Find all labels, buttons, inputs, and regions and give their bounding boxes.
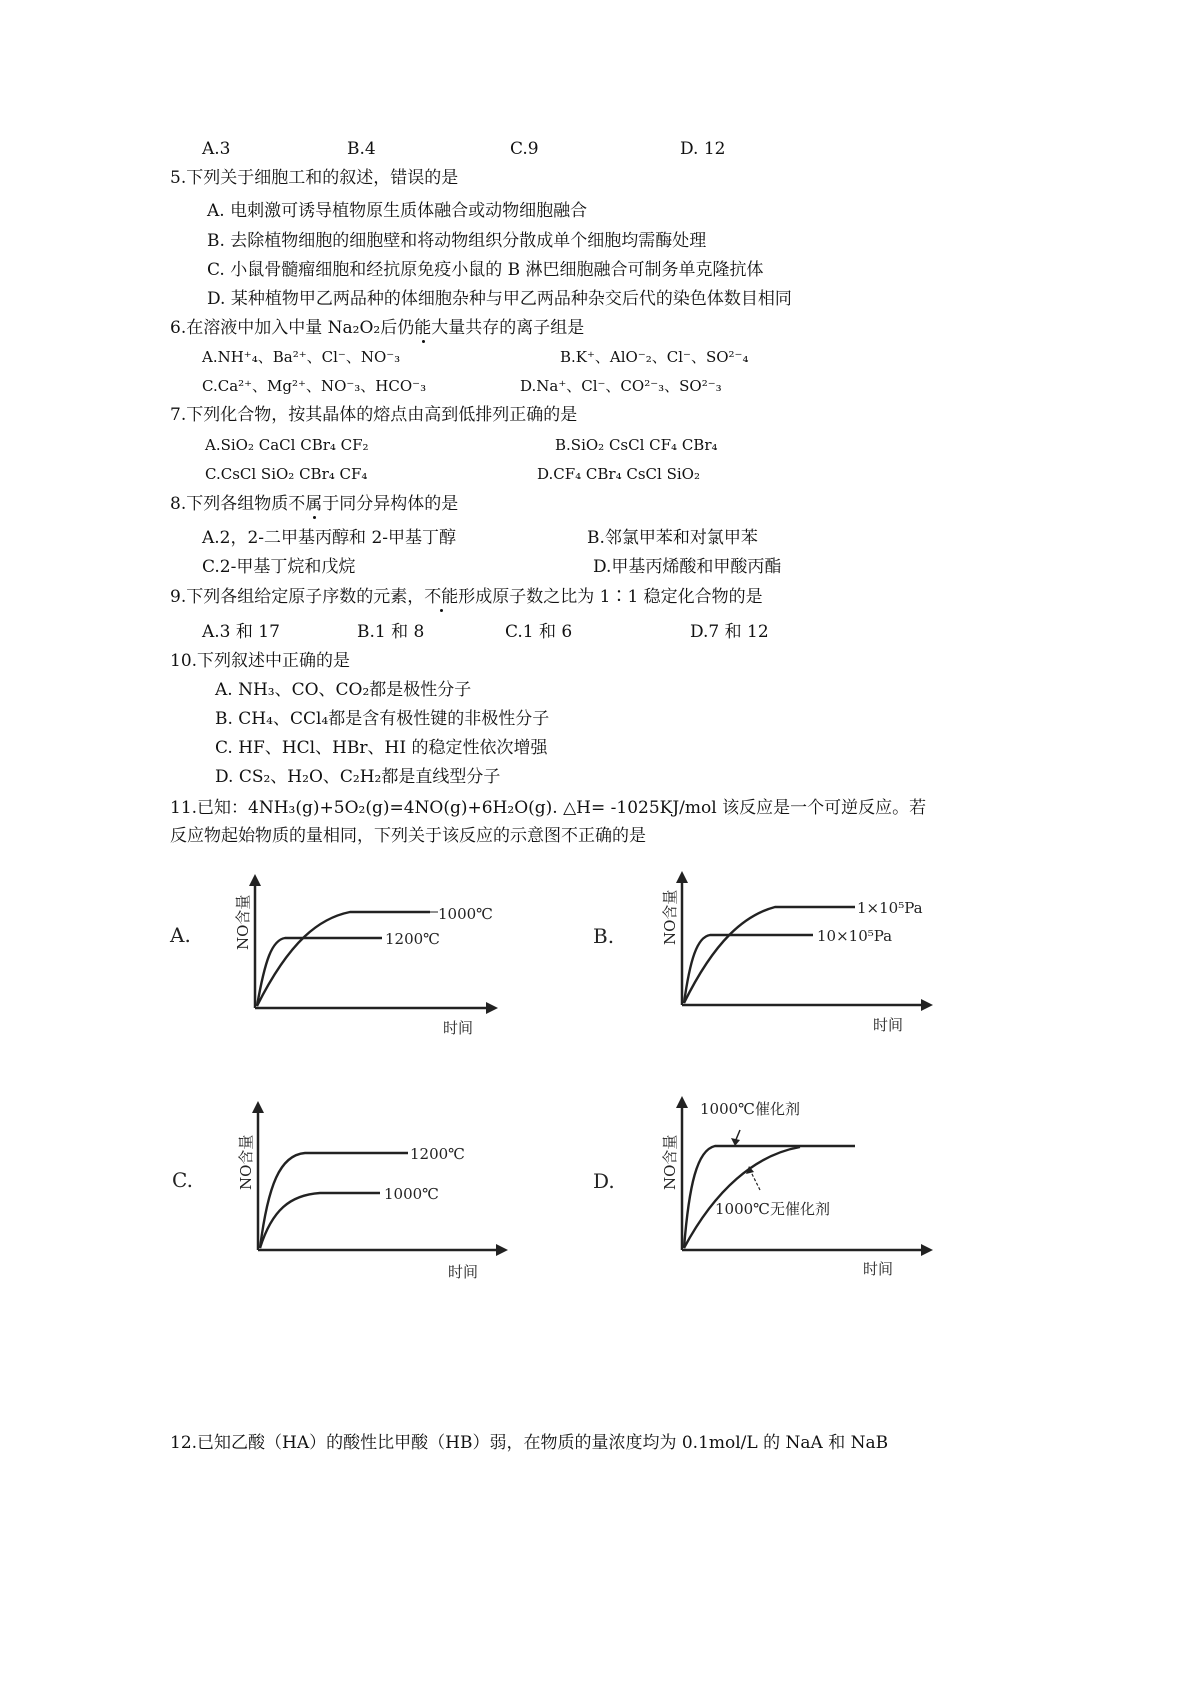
- q9-option-b: B.1 和 8: [357, 622, 425, 642]
- q6-stem-b: 大量共存的离子组是: [431, 318, 585, 338]
- q11-line1: 11.已知：4NH₃(g)+5O₂(g)=4NO(g)+6H₂O(g). △H= -1025KJ/mol 该反应是一个可逆反应。若: [170, 798, 927, 818]
- q6-stem-emphasis: 能: [414, 318, 432, 338]
- curve-1000c: [260, 1193, 380, 1248]
- q10-option-c: C. HF、HCl、HBr、HI 的稳定性依次增强: [215, 738, 548, 758]
- q7-option-d: D.CF₄ CBr₄ CsCl SiO₂: [537, 465, 700, 483]
- q5-option-d: D. 某种植物甲乙两品种的体细胞杂种与甲乙两品种杂交后代的染色体数目相同: [207, 289, 792, 309]
- q8-stem-emphasis: 不属于: [288, 494, 340, 514]
- q6-option-b: B.K⁺、AlO⁻₂、Cl⁻、SO²⁻₄: [560, 348, 749, 366]
- q8-stem: [170, 493, 458, 515]
- q8-option-b: B.邻氯甲苯和对氯甲苯: [587, 528, 758, 548]
- graph-b-xlabel: 时间: [873, 1016, 904, 1034]
- q11-line2: 反应物起始物质的量相同，下列关于该反应的示意图不正确的是: [170, 826, 646, 846]
- q6-option-c: C.Ca²⁺、Mg²⁺、NO⁻₃、HCO⁻₃: [202, 377, 427, 395]
- q8-option-d: D.甲基丙烯酸和甲酸丙酯: [593, 557, 782, 577]
- graph-c-ylabel: NO含量: [237, 1134, 255, 1190]
- q7-option-a: A.SiO₂ CaCl CBr₄ CF₂: [205, 436, 369, 454]
- graph-c-curve1-label: 1200℃: [410, 1145, 465, 1163]
- q8-option-a: A.2，2-二甲基丙醇和 2-甲基丁醇: [202, 528, 457, 548]
- graph-c-curve2-label: 1000℃: [384, 1185, 439, 1203]
- q8-stem-b: 同分异构体的是: [339, 494, 459, 514]
- graph-d-xlabel: 时间: [863, 1260, 894, 1278]
- q4-option-d: D. 12: [680, 139, 726, 159]
- q8-option-c: C.2-甲基丁烷和戊烷: [202, 557, 356, 577]
- q6-option-a: A.NH⁺₄、Ba²⁺、Cl⁻、NO⁻₃: [202, 348, 401, 366]
- q9-option-a: A.3 和 17: [202, 622, 280, 642]
- q4-option-b: B.4: [347, 139, 376, 159]
- graph-c: [160, 1095, 520, 1285]
- q5-option-c: C. 小鼠骨髓瘤细胞和经抗原免疫小鼠的 B 淋巴细胞融合可制务单克隆抗体: [207, 260, 764, 280]
- q7-option-c: C.CsCl SiO₂ CBr₄ CF₄: [205, 465, 368, 483]
- graph-b-ylabel: NO含量: [661, 889, 679, 945]
- graph-c-xlabel: 时间: [448, 1263, 479, 1281]
- graph-a-letter: A.: [170, 923, 191, 947]
- graph-b: [585, 865, 965, 1045]
- q7-stem: 7.下列化合物，按其晶体的熔点由高到低排列正确的是: [170, 405, 578, 425]
- q9-stem: [170, 586, 763, 608]
- q9-option-d: D.7 和 12: [690, 622, 769, 642]
- q5-option-b: B. 去除植物细胞的细胞壁和将动物组织分散成单个细胞均需酶处理: [207, 231, 707, 251]
- q9-option-c: C.1 和 6: [505, 622, 573, 642]
- q10-option-d: D. CS₂、H₂O、C₂H₂都是直线型分子: [215, 767, 501, 787]
- q6-stem: [170, 317, 584, 339]
- q4-option-c: C.9: [510, 139, 539, 159]
- q6-option-d: D.Na⁺、Cl⁻、CO²⁻₃、SO²⁻₃: [520, 377, 722, 395]
- graph-c-letter: C.: [172, 1168, 193, 1192]
- curve-1e5pa: [684, 907, 855, 1003]
- graph-a-xlabel: 时间: [443, 1019, 474, 1037]
- q8-stem-a: 8.下列各组物质: [170, 494, 289, 514]
- q10-option-a: A. NH₃、CO、CO₂都是极性分子: [215, 680, 472, 700]
- graph-d-ylabel: NO含量: [661, 1134, 679, 1190]
- q7-option-b: B.SiO₂ CsCl CF₄ CBr₄: [555, 436, 718, 454]
- graph-d-curve1-label: 1000℃催化剂: [700, 1100, 800, 1118]
- graph-d-letter: D.: [593, 1169, 615, 1193]
- graph-a: [160, 870, 520, 1050]
- graph-a-ylabel: NO含量: [234, 894, 252, 950]
- graph-d-curve2-label: 1000℃无催化剂: [715, 1200, 830, 1218]
- graph-a-curve2-label: 1200℃: [385, 930, 440, 948]
- graph-b-letter: B.: [593, 924, 615, 948]
- curve-1000c: [257, 912, 430, 1006]
- q9-stem-a: 9.下列各组给定原子序数的元素，: [170, 587, 425, 607]
- graph-d: [585, 1090, 965, 1280]
- q5-option-a: A. 电刺激可诱导植物原生质体融合或动物细胞融合: [207, 201, 588, 221]
- q6-stem-a: 6.在溶液中加入中量 Na₂O₂后仍: [170, 318, 415, 338]
- curve-no-catalyst: [684, 1147, 800, 1248]
- graph-b-curve1-label: 1×10⁵Pa: [857, 899, 923, 917]
- q10-stem: 10.下列叙述中正确的是: [170, 651, 351, 671]
- q5-stem: 5.下列关于细胞工和的叙述，错误的是: [170, 168, 459, 188]
- graph-a-curve1-label: 1000℃: [438, 905, 493, 923]
- q10-option-b: B. CH₄、CCl₄都是含有极性键的非极性分子: [215, 709, 550, 729]
- curve-catalyst: [684, 1146, 855, 1248]
- q9-stem-emphasis: 不能: [424, 587, 459, 607]
- q9-stem-b: 形成原子数之比为 1∶1 稳定化合物的是: [458, 587, 763, 607]
- q12-line1: 12.已知乙酸（HA）的酸性比甲酸（HB）弱，在物质的量浓度均为 0.1mol/L 的 NaA 和 NaB: [170, 1433, 889, 1453]
- graph-b-curve2-label: 10×10⁵Pa: [817, 927, 893, 945]
- q4-option-a: A.3: [202, 139, 231, 159]
